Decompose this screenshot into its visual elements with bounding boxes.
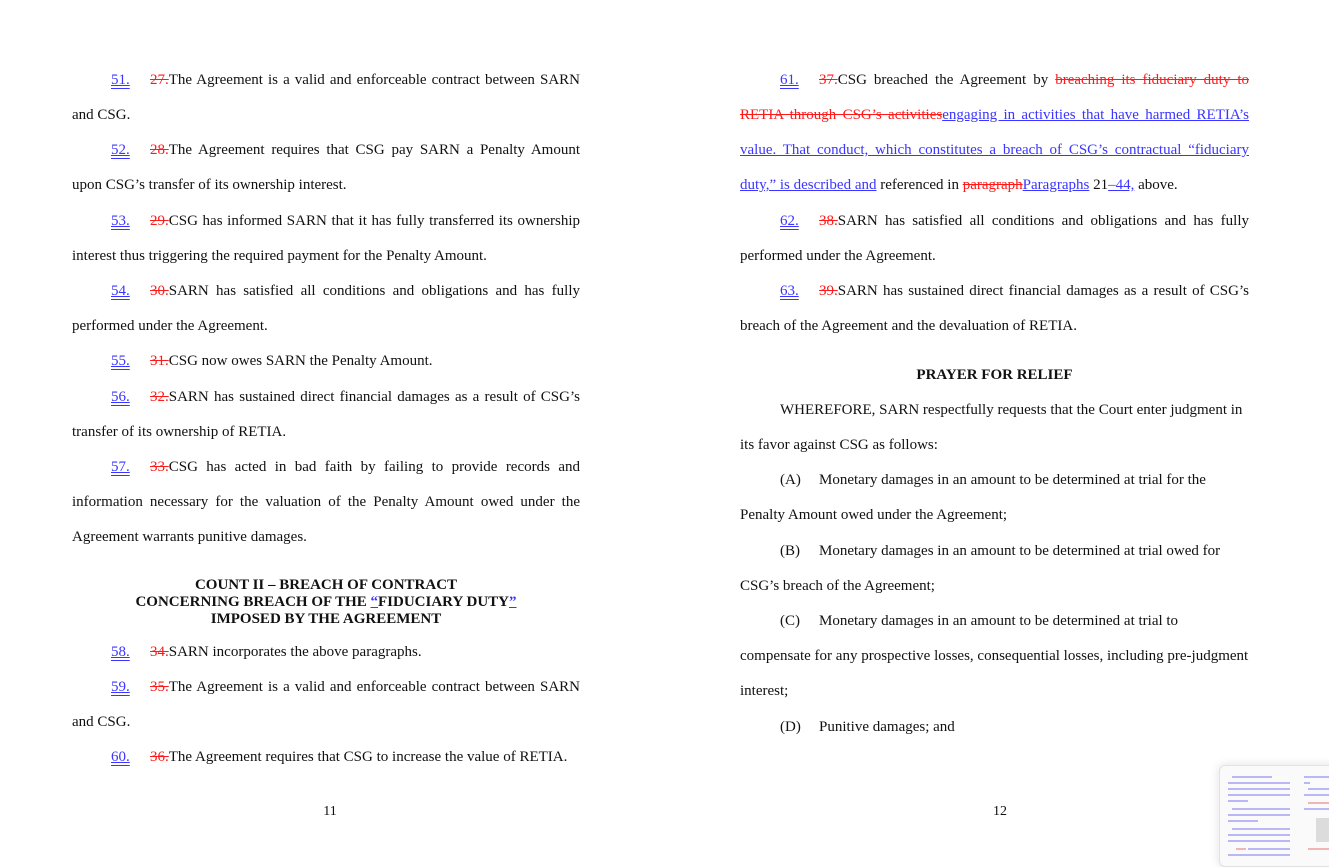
para-number: 59. (111, 679, 130, 695)
paragraph-line: 36.The Agreement requires that CSG to increase the value of RETIA. (150, 749, 568, 765)
thumbnail-text-line (1228, 800, 1248, 802)
para-number: 63. (780, 283, 799, 299)
thumbnail-text-line (1232, 808, 1290, 810)
para-number: 54. (111, 283, 130, 299)
thumbnail-text-line (1304, 782, 1310, 784)
paragraph-line: Agreement warrants punitive damages. (72, 529, 307, 545)
relief-line: Monetary damages in an amount to be determined at trial for the (819, 472, 1206, 488)
relief-line: Monetary damages in an amount to be determined at trial to (819, 613, 1179, 629)
paragraph-line: performed under the Agreement. (72, 318, 268, 334)
paragraph-line: 33.CSG has acted in bad faith by failing to provide records and (150, 459, 580, 475)
relief-label: (D) (780, 719, 801, 735)
thumbnail-text-line (1228, 834, 1290, 836)
paragraph-line: 32.SARN has sustained direct financial damages as a result of CSG’s (150, 389, 580, 405)
thumbnail-text-line (1232, 828, 1290, 830)
para-number: 51. (111, 72, 130, 88)
paragraph-line: 30.SARN has satisfied all conditions and obligations and has fully (150, 283, 580, 299)
relief-line: Punitive damages; and (819, 719, 955, 735)
relief-label: (B) (780, 543, 800, 559)
thumbnail-text-line (1228, 794, 1290, 796)
paragraph-line: 35.The Agreement is a valid and enforceable contract between SARN (150, 679, 580, 695)
thumbnail-text-line (1228, 782, 1290, 784)
thumbnail-text-line (1228, 820, 1258, 822)
section-heading-line: COUNT II – BREACH OF CONTRACT (194, 577, 458, 593)
paragraph-line: 27.The Agreement is a valid and enforceable contract between SARN (150, 72, 580, 88)
relief-label: (A) (780, 472, 801, 488)
relief-line: interest; (740, 683, 789, 699)
paragraph-line: duty,” is described and referenced in paragraphParagraphs 21–44, above. (740, 177, 1178, 193)
page-number: 12 (993, 804, 1007, 819)
section-heading-line: IMPOSED BY THE AGREEMENT (210, 611, 442, 627)
thumbnail-text-line (1228, 840, 1290, 842)
para-number: 62. (780, 213, 799, 229)
relief-label: (C) (780, 613, 800, 629)
paragraph-line: and CSG. (72, 714, 131, 730)
paragraph-line: value. That conduct, which constitutes a breach of CSG’s contractual “fiduciary (740, 142, 1249, 158)
paragraph-line: 28.The Agreement requires that CSG pay SARN a Penalty Amount (150, 142, 580, 158)
paragraph-line: 29.CSG has informed SARN that it has fully transferred its ownership (150, 213, 580, 229)
para-number: 61. (780, 72, 799, 88)
paragraph-line: 38.SARN has satisfied all conditions and obligations and has fully (819, 213, 1249, 229)
paragraph-line: 31.CSG now owes SARN the Penalty Amount. (150, 353, 433, 369)
para-number: 60. (111, 749, 130, 765)
thumbnail-text-line (1248, 848, 1290, 850)
thumbnail-text-line (1232, 776, 1272, 778)
paragraph-line: performed under the Agreement. (740, 248, 936, 264)
relief-line: compensate for any prospective losses, consequential losses, including pre-judgment (740, 648, 1249, 664)
thumbnail-text-line (1308, 848, 1329, 850)
paragraph-line: WHEREFORE, SARN respectfully requests that the Court enter judgment in (780, 402, 1243, 418)
page-11 (0, 0, 664, 852)
section-heading: PRAYER FOR RELIEF (916, 367, 1073, 383)
paragraph-line: information necessary for the valuation of the Penalty Amount owed under the (72, 494, 580, 510)
thumbnail-text-block (1316, 818, 1329, 842)
paragraph-line: 39.SARN has sustained direct financial damages as a result of CSG’s (819, 283, 1249, 299)
paragraph-line: interest thus triggering the required payment for the Penalty Amount. (72, 248, 487, 264)
section-heading-line: CONCERNING BREACH OF THE “FIDUCIARY DUTY” (135, 594, 517, 610)
thumbnail-text-line (1308, 802, 1329, 804)
page-12 (665, 0, 1329, 852)
page-number: 11 (323, 804, 337, 819)
para-number: 55. (111, 353, 130, 369)
thumbnail-text-line (1308, 788, 1329, 790)
paragraph-line: transfer of its ownership of RETIA. (72, 424, 287, 440)
para-number: 58. (111, 644, 130, 660)
relief-line: CSG’s breach of the Agreement; (740, 578, 935, 594)
relief-line: Monetary damages in an amount to be determined at trial owed for (819, 543, 1221, 559)
thumbnail-text-line (1228, 854, 1290, 856)
para-number: 57. (111, 459, 130, 475)
para-number: 53. (111, 213, 130, 229)
thumbnail-text-line (1304, 808, 1329, 810)
thumbnail-text-line (1236, 848, 1246, 850)
paragraph-line: upon CSG’s transfer of its ownership interest. (72, 177, 347, 193)
thumbnail-text-line (1228, 788, 1290, 790)
para-number: 52. (111, 142, 130, 158)
thumbnail-text-line (1304, 776, 1329, 778)
thumbnail-text-line (1228, 814, 1290, 816)
paragraph-line: 37.CSG breached the Agreement by breaching its fiduciary duty to (819, 72, 1249, 88)
relief-line: Penalty Amount owed under the Agreement; (740, 507, 1008, 523)
para-number: 56. (111, 389, 130, 405)
paragraph-line: breach of the Agreement and the devaluation of RETIA. (740, 318, 1077, 334)
thumbnail-text-line (1304, 794, 1329, 796)
paragraph-line: RETIA through CSG’s activitiesengaging in activities that have harmed RETIA’s (740, 107, 1249, 123)
paragraph-line: its favor against CSG as follows: (740, 437, 938, 453)
paragraph-line: and CSG. (72, 107, 131, 123)
paragraph-line: 34.SARN incorporates the above paragraphs. (150, 644, 422, 660)
